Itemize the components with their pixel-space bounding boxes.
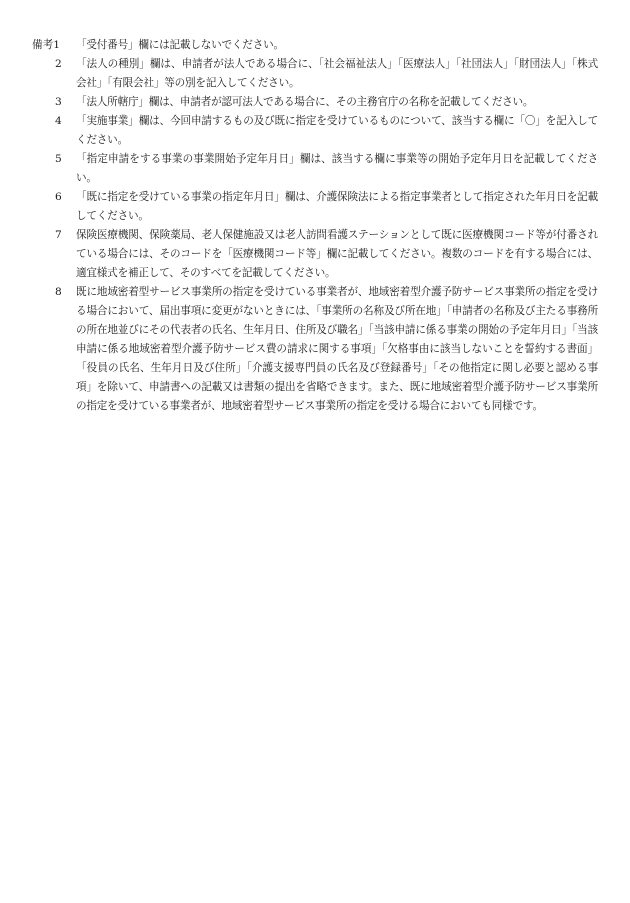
remark-text: 「実施事業」欄は、今回申請するもの及び既に指定を受けているものについて、該当する欄に「〇」を記入してください。 <box>76 115 598 146</box>
remark-text: 「受付番号」欄には記載しないでください。 <box>76 39 284 51</box>
remark-number: 6 <box>55 191 62 203</box>
remark-number: 2 <box>55 58 62 70</box>
remark-text: 「法人所轄庁」欄は、申請者が認可法人である場合に、その主務官庁の名称を記載してください。 <box>76 96 534 108</box>
remark-text: 「既に指定を受けている事業の指定年月日」欄は、介護保険法による指定事業者として指定された年月日を記載してください。 <box>76 191 598 222</box>
remark-number: 3 <box>55 96 62 108</box>
remark-item-3 <box>32 93 598 112</box>
remark-number: 5 <box>55 153 62 165</box>
remarks-section <box>32 36 598 416</box>
remark-text: 「法人の種別」欄は、申請者が法人である場合に、「社会福祉法人」「医療法人」「社団法人」「財団法人」「株式会社」「有限会社」等の別を記入してください。 <box>76 58 598 89</box>
remark-item-8 <box>32 283 598 416</box>
remark-item-1 <box>32 36 598 55</box>
remark-text: 保険医療機関、保険薬局、老人保健施設又は老人訪問看護ステーションとして既に医療機関コード等が付番されている場合には、そのコードを「医療機関コード等」欄に記載してください。複数のコードを有する場合には、適宜様式を補正して、そのすべてを記載してください。 <box>76 229 598 279</box>
remark-item-2 <box>32 55 598 93</box>
remark-number: 8 <box>55 286 62 298</box>
remark-item-5 <box>32 150 598 188</box>
remark-item-6 <box>32 188 598 226</box>
remark-number: 4 <box>55 115 62 127</box>
remark-label: 備考1 <box>32 39 60 51</box>
remark-item-4 <box>32 112 598 150</box>
remark-text: 「指定申請をする事業の事業開始予定年月日」欄は、該当する欄に事業等の開始予定年月日を記載してください。 <box>76 153 598 184</box>
remark-item-7 <box>32 226 598 283</box>
remark-text: 既に地域密着型サービス事業所の指定を受けている事業者が、地域密着型介護予防サービス事業所の指定を受ける場合において、届出事項に変更がないときには、「事業所の名称及び所在地」「申請者の名称及び主たる事務所の所在地並びにその代表者の氏名、生年月日、住所及び職名」「当該申請に係る事業の開始の予定年月日」「当該申請に係る地域密着型介護予防サービス費の請求に関する事項」「欠格事由に該当しないことを誓約する書面」「役員の氏名、生年月日及び住所」「介護支援専門員の氏名及び登録番号」「その他指定に関し必要と認める事項」を除いて、申請書への記載又は書類の提出を省略できます。また、既に地域密着型介護予防サービス事業所の指定を受けている事業者が、地域密着型サービス事業所の指定を受ける場合においても同様です。 <box>76 286 598 412</box>
remark-number: 7 <box>55 229 62 241</box>
